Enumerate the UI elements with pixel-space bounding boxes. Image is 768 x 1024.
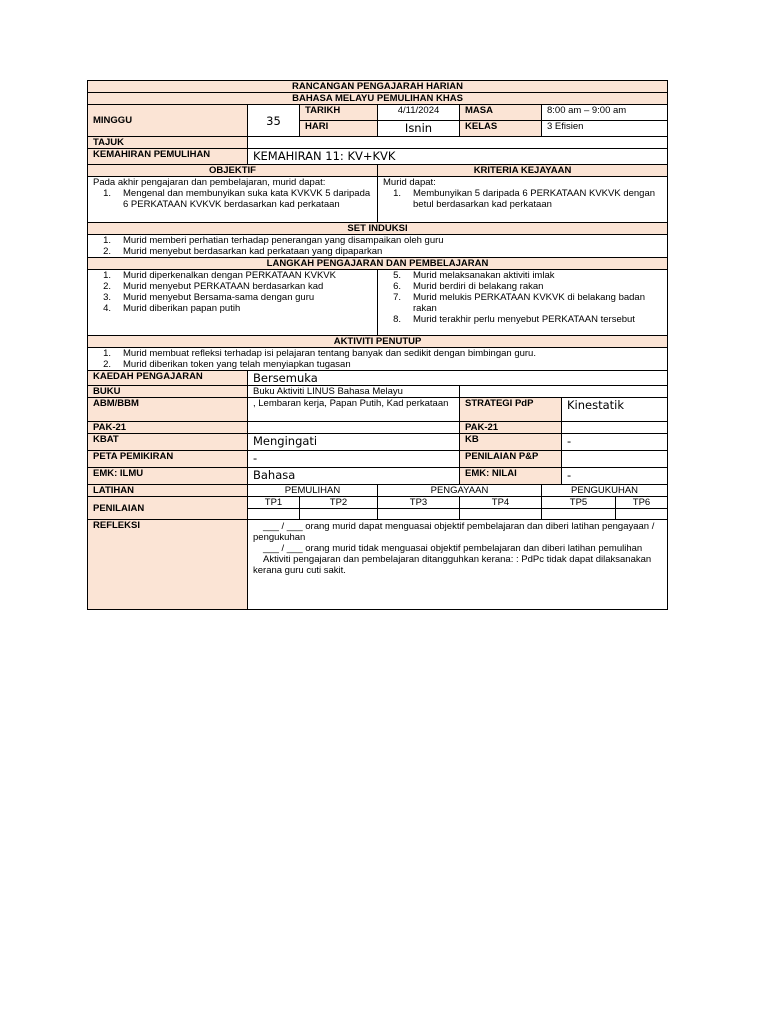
kemahiran-label: KEMAHIRAN PEMULIHAN [88,149,248,165]
abm-value: , Lembaran kerja, Papan Putih, Kad perkataan [248,398,460,422]
list-item: 6. Murid berdiri di belakang rakan [393,281,544,292]
emk-nilai-value: - [562,468,668,485]
tp4-header: TP4 [460,497,542,509]
tajuk-value [248,137,668,149]
abm-label: ABM/BBM [88,398,248,422]
refleksi-line-1: ___ / ___ orang murid dapat menguasai objektif pembelajaran dan diberi latihan pengayaan / pengukuhan [253,521,655,543]
masa-value: 8:00 am – 9:00 am [542,105,668,121]
kbat-value: Mengingati [248,434,460,451]
hari-value: Isnin [378,121,460,137]
objektif-intro: Pada akhir pengajaran dan pembelajaran, murid dapat: [93,177,326,188]
masa-label: MASA [460,105,542,121]
pak21-value-right [562,422,668,434]
kb-value: - [562,434,668,451]
tp6-header: TP6 [616,497,668,509]
objektif-content [88,177,378,223]
document-title: RANCANGAN PENGAJARAH HARIAN [88,81,668,93]
langkah-right [378,270,668,336]
penutup-heading: AKTIVITI PENUTUP [88,336,668,348]
tajuk-label: TAJUK [88,137,248,149]
tp1-header: TP1 [248,497,300,509]
list-item: 7. Murid melukis PERKATAAN KVKVK di belakang badan rakan [393,292,645,314]
list-item: 1. Murid membuat refleksi terhadap isi pelajaran tentang banyak dan sedikit dengan bimbingan guru. [103,348,536,359]
kemahiran-value: KEMAHIRAN 11: KV+KVK [248,149,668,165]
strategi-value: Kinestatik [562,398,668,422]
list-item: 8. Murid terakhir perlu menyebut PERKATAAN tersebut [393,314,635,325]
list-item: 1. Mengenal dan membunyikan suka kata KVKVK 5 daripada 6 PERKATAAN KVKVK berdasarkan kad perkataan [103,188,371,210]
kelas-label: KELAS [460,121,542,137]
pak21-label-right: PAK-21 [460,422,562,434]
set-induksi-content [88,235,668,258]
buku-label: BUKU [88,386,248,398]
buku-value: Buku Aktiviti LINUS Bahasa Melayu [248,386,460,398]
tarikh-value: 4/11/2024 [378,105,460,121]
kb-label: KB [460,434,562,451]
peta-value: - [248,451,460,468]
langkah-left [88,270,378,336]
latihan-label: LATIHAN [88,485,248,497]
kaedah-label: KAEDAH PENGAJARAN [88,371,248,386]
pak21-label: PAK-21 [88,422,248,434]
hari-label: HARI [300,121,378,137]
tp3-header: TP3 [378,497,460,509]
refleksi-line-2: ___ / ___ orang murid tidak menguasai objektif pembelajaran dan diberi latihan pemulihan [263,543,643,554]
refleksi-line-3: Aktiviti pengajaran dan pembelajaran ditangguhkan kerana: : PdPc tidak dapat dilaksanakan kerana guru cuti sakit. [253,554,652,576]
minggu-label: MINGGU [88,105,248,137]
kriteria-intro: Murid dapat: [383,177,436,188]
tp4-cell [460,509,542,520]
penilaian-label: PENILAIAN [88,497,248,520]
penutup-content [88,348,668,371]
list-item: 2. Murid diberikan token yang telah menyiapkan tugasan [103,359,351,370]
tarikh-label: TARIKH [300,105,378,121]
tp3-cell [378,509,460,520]
list-item: 3. Murid menyebut Bersama-sama dengan guru [103,292,315,303]
kriteria-heading: KRITERIA KEJAYAAN [378,165,668,177]
kbat-label: KBAT [88,434,248,451]
kriteria-content [378,177,668,223]
penilaian-pp-label: PENILAIAN P&P [460,451,562,468]
tp1-cell [248,509,300,520]
document-subtitle: BAHASA MELAYU PEMULIHAN KHAS [88,93,668,105]
tp2-cell [300,509,378,520]
pak21-value [248,422,460,434]
list-item: 2. Murid menyebut PERKATAAN berdasarkan kad [103,281,324,292]
emk-ilmu-label: EMK: ILMU [88,468,248,485]
minggu-value: 35 [248,105,300,137]
tp2-header: TP2 [300,497,378,509]
emk-nilai-label: EMK: NILAI [460,468,562,485]
list-item: 4. Murid diberikan papan putih [103,303,241,314]
peta-label: PETA PEMIKIRAN [88,451,248,468]
list-item: 1. Murid diperkenalkan dengan PERKATAAN KVKVK [103,270,336,281]
list-item: 1. Membunyikan 5 daripada 6 PERKATAAN KVKVK dengan betul berdasarkan kad perkataan [393,188,656,210]
buku-extra [460,386,668,398]
strategi-label: STRATEGI PdP [460,398,562,422]
penilaian-pp-value [562,451,668,468]
tp6-cell [616,509,668,520]
emk-ilmu-value: Bahasa [248,468,460,485]
refleksi-content [248,520,668,610]
set-induksi-heading: SET INDUKSI [88,223,668,235]
kelas-value: 3 Efisien [542,121,668,137]
latihan-pengayaan: PENGAYAAN [378,485,542,497]
list-item: 2. Murid menyebut berdasarkan kad perkataan yang dipaparkan [103,246,383,257]
refleksi-label: REFLEKSI [88,520,248,610]
lesson-plan-table [87,80,668,610]
latihan-pemulihan: PEMULIHAN [248,485,378,497]
kaedah-value: Bersemuka [248,371,668,386]
tp5-header: TP5 [542,497,616,509]
tp5-cell [542,509,616,520]
latihan-pengukuhan: PENGUKUHAN [542,485,668,497]
objektif-heading: OBJEKTIF [88,165,378,177]
langkah-heading: LANGKAH PENGAJARAN DAN PEMBELAJARAN [88,258,668,270]
lesson-plan-page [87,80,667,610]
list-item: 5. Murid melaksanakan aktiviti imlak [393,270,555,281]
list-item: 1. Murid memberi perhatian terhadap penerangan yang disampaikan oleh guru [103,235,444,246]
